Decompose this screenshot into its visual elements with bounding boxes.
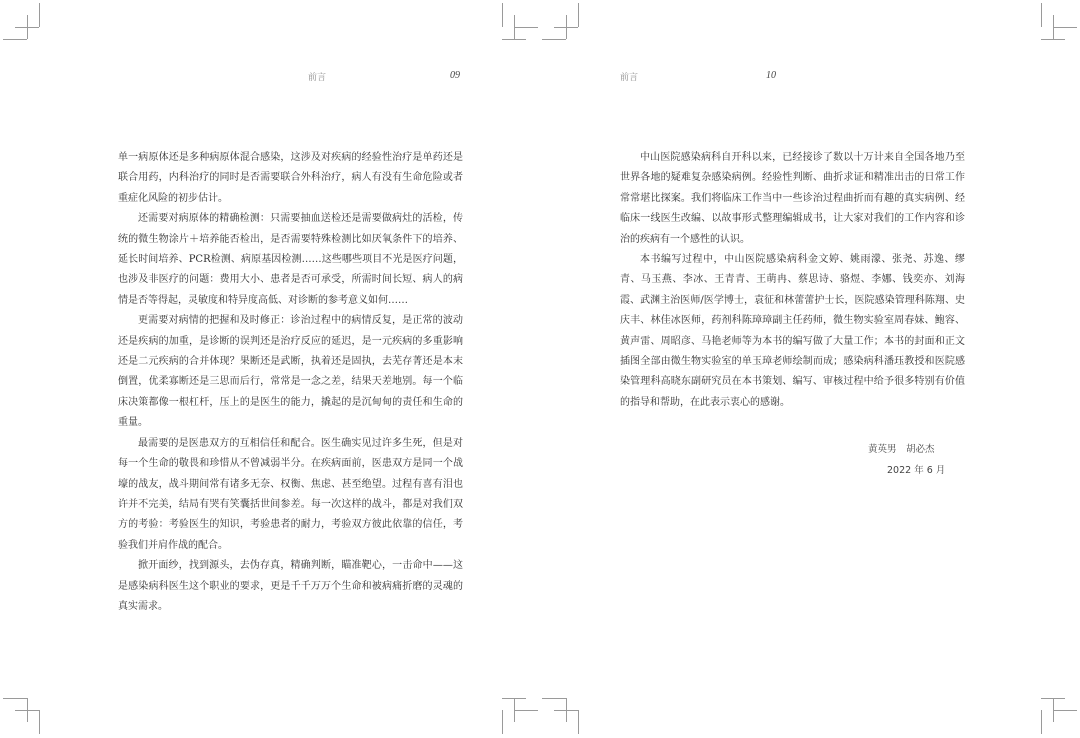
- paragraph: 掀开面纱，找到源头，去伪存真，精确判断，瞄准靶心，一击命中——这是感染病科医生这个职业的要求，更是千千万万个生命和被病痛折磨的灵魂的真实需求。: [118, 560, 463, 612]
- crop-mark: [39, 3, 40, 27]
- paragraph: 单一病原体还是多种病原体混合感染，这涉及对疾病的经验性治疗是单药还是联合用药，内科治疗的同时是否需要联合外科治疗，病人有没有生命危险或者重症化风险的初步估计。: [118, 152, 463, 204]
- crop-mark: [39, 710, 40, 734]
- crop-mark: [542, 39, 566, 40]
- crop-mark: [3, 698, 27, 699]
- crop-mark: [542, 698, 566, 699]
- signature-date: 2022 年 6 月: [887, 465, 946, 476]
- crop-mark: [566, 698, 567, 722]
- left-running-header: 前言: [308, 73, 327, 83]
- crop-mark: [1053, 15, 1054, 39]
- crop-mark: [3, 39, 27, 40]
- crop-mark: [27, 698, 28, 722]
- paragraph: 最需要的是医患双方的互相信任和配合。医生确实见过许多生死，但是对每一个生命的敬畏和珍惜从不曾减弱半分。在疾病面前，医患双方是同一个战壕的战友，战斗期间常有诸多无奈、权衡、焦虑、甚至绝望。过程有喜有泪也许并不完美，结局有哭有笑囊括世间参差。每一次这样的战斗，都是对我们双方的考验：考验医生的知识，考验患者的耐力，考验双方彼此依靠的信任，考验我们并肩作战的配合。: [118, 437, 463, 551]
- paragraph: 还需要对病原体的精确检测：只需要抽血送检还是需要做病灶的活检，传统的微生物涂片＋培养能否检出，是否需要特殊检测比如厌氧条件下的培养、延长时间培养、PCR检测、病原基因检测……这些哪些项目不光是医疗问题，也涉及非医疗的问题：费用大小、患者是否可承受，所需时间长短、病人的病情是否等得起，灵敏度和特异度高低、对诊断的参考意义如何……: [118, 213, 463, 306]
- paragraph: 更需要对病情的把握和及时修正：诊治过程中的病情反复，是正常的波动还是疾病的加重，是诊断的误判还是治疗反应的延迟，是一元疾病的多重影响还是二元疾病的合并体现？果断还是武断，执着还是固执，去芜存菁还是本末倒置，优柔寡断还是三思而后行，常常是一念之差，结果天差地别。每一个临床决策都像一根杠杆，压上的是医生的能力，撬起的是沉甸甸的责任和生命的重量。: [118, 315, 463, 429]
- right-page-number: 10: [766, 70, 776, 81]
- crop-mark: [502, 3, 503, 27]
- paragraph: 中山医院感染病科自开科以来，已经接诊了数以十万计来自全国各地乃至世界各地的疑难复杂感染病例。经验性判断、曲折求证和精准出击的日常工作常常堪比探案。我们将临床工作当中一些诊治过程曲折而有趣的真实病例、经临床一线医生改编、以故事形式整理编辑成书，让大家对我们的工作内容和诊治的疾病有一个感性的认识。: [620, 152, 965, 245]
- crop-mark: [1053, 698, 1054, 722]
- left-page-number: 09: [450, 70, 460, 81]
- crop-mark: [1041, 3, 1042, 27]
- crop-mark: [578, 710, 579, 734]
- crop-mark: [502, 710, 503, 734]
- signature-authors: 黄英男 胡必杰: [868, 444, 935, 455]
- crop-mark: [514, 27, 538, 28]
- right-running-header: 前言: [620, 73, 639, 83]
- left-page-body: [118, 148, 463, 617]
- crop-mark: [1041, 39, 1065, 40]
- crop-mark: [1041, 710, 1042, 734]
- crop-mark: [514, 15, 515, 39]
- crop-mark: [514, 698, 515, 722]
- crop-mark: [1053, 710, 1077, 711]
- crop-mark: [502, 39, 526, 40]
- crop-mark: [566, 15, 567, 39]
- crop-mark: [514, 710, 538, 711]
- crop-mark: [1053, 27, 1077, 28]
- crop-mark: [578, 3, 579, 27]
- right-page-body: [620, 148, 965, 413]
- paragraph: 本书编写过程中，中山医院感染病科金文婷、姚雨濛、张尧、苏逸、缪青、马玉燕、李冰、王青青、王萌冉、蔡思诗、骆煜、李娜、钱奕亦、刘海霞、武渊主治医师/医学博士，袁征和林蕾蕾护士长，医院感染管理科陈翔、史庆丰、林佳冰医师，药剂科陈璋璋副主任药师，微生物实验室周春妹、鲍容、黄声雷、周昭彦、马艳老师等为本书的编写做了大量工作；本书的封面和正文插图全部由微生物实验室的单玉璋老师绘制而成；感染病科潘珏教授和医院感染管理科高晓东副研究员在本书策划、编写、审核过程中给予很多特别有价值的指导和帮助，在此表示衷心的感谢。: [620, 254, 965, 408]
- crop-mark: [27, 15, 28, 39]
